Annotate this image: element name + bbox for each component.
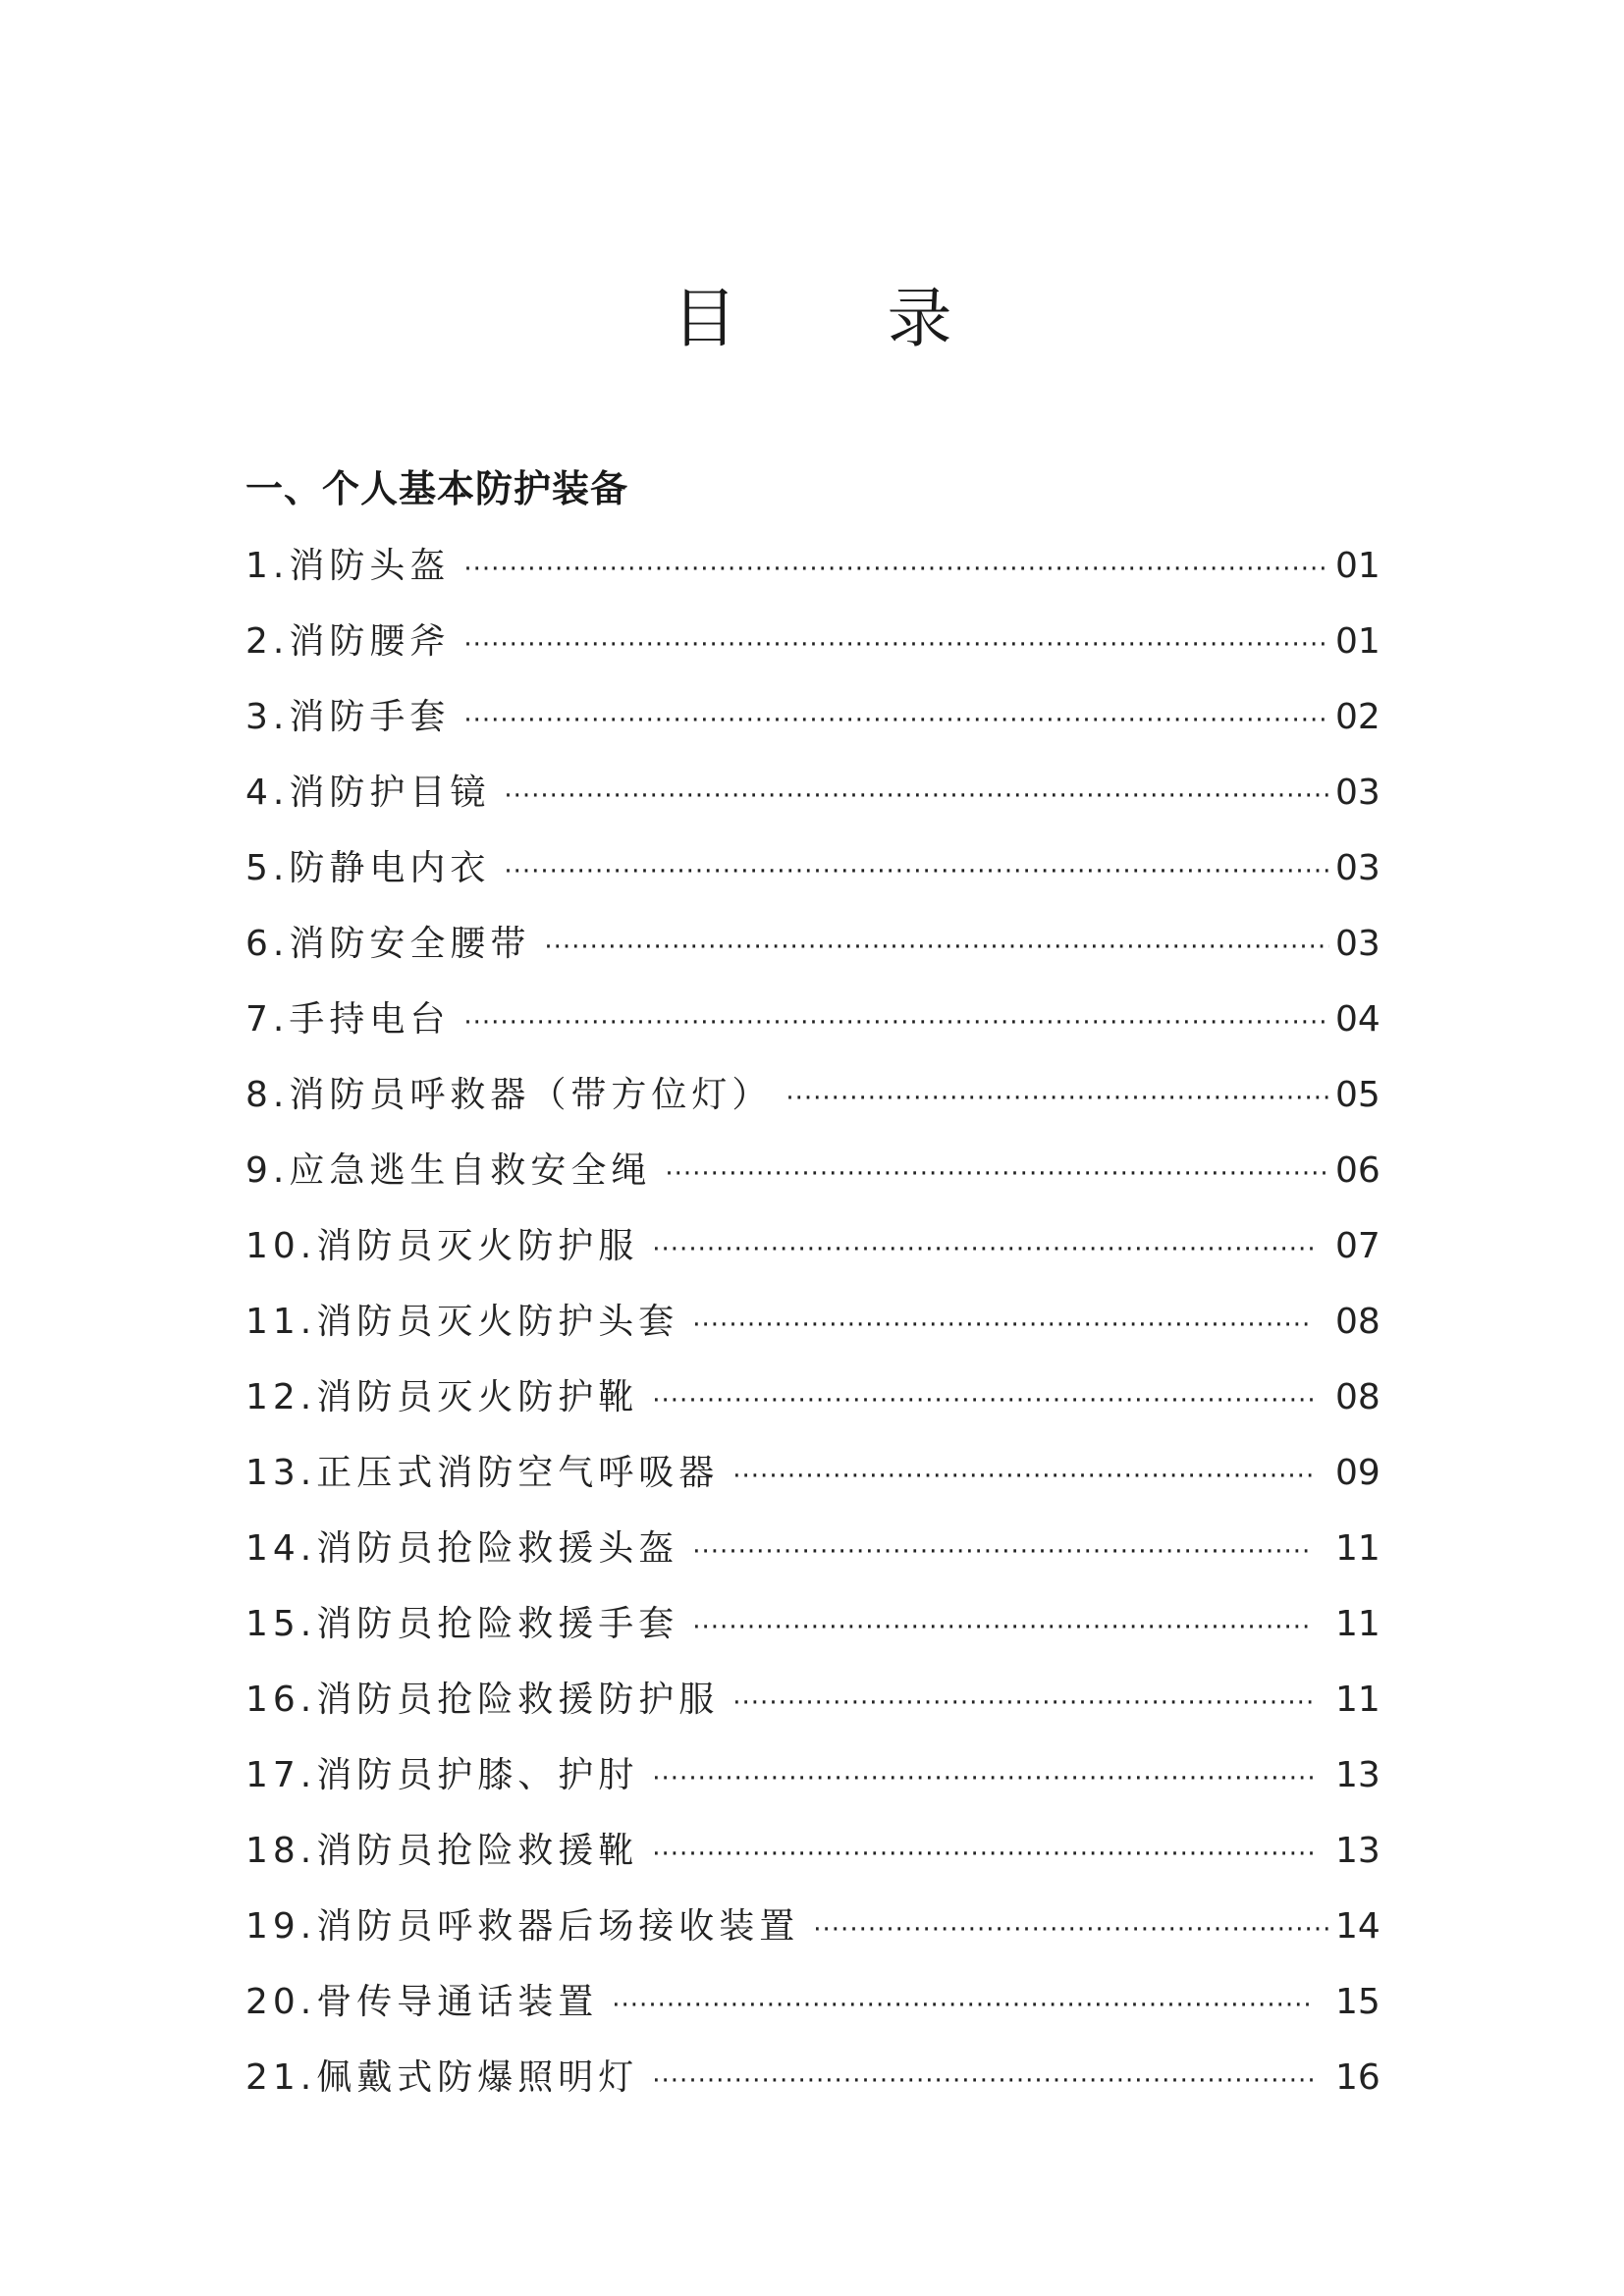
toc-entry[interactable] xyxy=(245,2054,1380,2129)
toc-entry-title: 3.消防手套 xyxy=(245,693,463,742)
toc-entry[interactable] xyxy=(245,1524,1380,1600)
dot-leader xyxy=(692,1603,1314,1652)
toc-entry-page: 06 xyxy=(1335,1150,1380,1191)
dot-leader xyxy=(463,620,1329,669)
toc-entry-title: 10.消防员灭火防护服 xyxy=(245,1222,652,1271)
dot-leader xyxy=(652,1376,1314,1425)
dot-leader xyxy=(785,1074,1329,1123)
toc-entry-title: 2.消防腰斧 xyxy=(245,617,463,667)
toc-entry-title: 20.骨传导通话装置 xyxy=(245,1978,612,2027)
dot-leader xyxy=(692,1301,1314,1350)
toc-entry-page: 01 xyxy=(1335,546,1380,586)
dot-leader xyxy=(652,1225,1314,1274)
toc-entry[interactable] xyxy=(245,1071,1380,1147)
toc-entry-title: 19.消防员呼救器后场接收装置 xyxy=(245,1902,813,1951)
dot-leader xyxy=(504,847,1329,896)
dot-leader xyxy=(732,1679,1314,1728)
toc-entry-page: 03 xyxy=(1335,848,1380,888)
dot-leader xyxy=(463,545,1329,594)
page-title: 目 录 xyxy=(672,281,1017,356)
toc-entry-page: 04 xyxy=(1335,999,1380,1040)
toc-entry-title: 5.防静电内衣 xyxy=(245,844,504,893)
toc-entry[interactable] xyxy=(245,542,1380,617)
toc-entry-title: 18.消防员抢险救援靴 xyxy=(245,1827,652,1876)
toc-entry-page: 08 xyxy=(1335,1377,1380,1417)
toc-entry-page: 16 xyxy=(1335,2057,1380,2098)
toc-entry-title: 13.正压式消防空气呼吸器 xyxy=(245,1449,732,1498)
toc-entry[interactable] xyxy=(245,1373,1380,1449)
dot-leader xyxy=(652,1754,1314,1803)
toc-entry-page: 11 xyxy=(1335,1680,1380,1720)
dot-leader xyxy=(612,1981,1314,2030)
toc-entry-title: 4.消防护目镜 xyxy=(245,769,504,818)
toc-entry[interactable] xyxy=(245,1978,1380,2054)
toc-entry-page: 05 xyxy=(1335,1075,1380,1115)
toc-entry[interactable] xyxy=(245,844,1380,920)
dot-leader xyxy=(665,1149,1329,1199)
toc-entry[interactable] xyxy=(245,920,1380,995)
dot-leader xyxy=(692,1527,1314,1576)
toc-entry-title: 14.消防员抢险救援头盔 xyxy=(245,1524,692,1574)
toc-entry[interactable] xyxy=(245,1298,1380,1373)
toc-entry-page: 13 xyxy=(1335,1755,1380,1795)
toc-entry-title: 8.消防员呼救器（带方位灯） xyxy=(245,1071,785,1120)
toc-entry[interactable] xyxy=(245,1222,1380,1298)
dot-leader xyxy=(504,772,1329,821)
dot-leader xyxy=(652,2056,1314,2106)
toc-entry[interactable] xyxy=(245,617,1380,693)
toc-entry-page: 13 xyxy=(1335,1831,1380,1871)
toc-entry-page: 09 xyxy=(1335,1453,1380,1493)
toc-entry-page: 03 xyxy=(1335,773,1380,813)
toc-entry-page: 02 xyxy=(1335,697,1380,737)
toc-entry-title: 1.消防头盔 xyxy=(245,542,463,591)
dot-leader xyxy=(544,923,1329,972)
toc-entry-title: 16.消防员抢险救援防护服 xyxy=(245,1676,732,1725)
section-heading: 一、个人基本防护装备 xyxy=(245,467,629,510)
toc-entry[interactable] xyxy=(245,769,1380,844)
toc-entry[interactable] xyxy=(245,1827,1380,1902)
toc-entry[interactable] xyxy=(245,1600,1380,1676)
toc-entry-page: 11 xyxy=(1335,1528,1380,1569)
toc-entry-title: 7.手持电台 xyxy=(245,995,463,1044)
dot-leader xyxy=(652,1830,1314,1879)
dot-leader xyxy=(813,1905,1329,1954)
toc-entry-title: 21.佩戴式防爆照明灯 xyxy=(245,2054,652,2103)
toc-entry-page: 14 xyxy=(1335,1906,1380,1947)
toc-entry-title: 11.消防员灭火防护头套 xyxy=(245,1298,692,1347)
toc-entry[interactable] xyxy=(245,1449,1380,1524)
toc-entry-title: 15.消防员抢险救援手套 xyxy=(245,1600,692,1649)
toc-entry-page: 15 xyxy=(1335,1982,1380,2022)
toc-entry[interactable] xyxy=(245,995,1380,1071)
toc-entry-page: 07 xyxy=(1335,1226,1380,1266)
toc-entry-page: 11 xyxy=(1335,1604,1380,1644)
toc-entry[interactable] xyxy=(245,1147,1380,1222)
toc-list xyxy=(245,542,1380,2129)
toc-entry-page: 08 xyxy=(1335,1302,1380,1342)
toc-entry[interactable] xyxy=(245,693,1380,769)
toc-entry[interactable] xyxy=(245,1676,1380,1751)
dot-leader xyxy=(732,1452,1314,1501)
toc-entry-page: 01 xyxy=(1335,621,1380,662)
toc-entry[interactable] xyxy=(245,1902,1380,1978)
toc-entry-title: 6.消防安全腰带 xyxy=(245,920,544,969)
toc-entry-title: 12.消防员灭火防护靴 xyxy=(245,1373,652,1422)
dot-leader xyxy=(463,696,1329,745)
toc-entry-page: 03 xyxy=(1335,924,1380,964)
toc-entry-title: 9.应急逃生自救安全绳 xyxy=(245,1147,665,1196)
dot-leader xyxy=(463,998,1329,1047)
toc-entry[interactable] xyxy=(245,1751,1380,1827)
toc-entry-title: 17.消防员护膝、护肘 xyxy=(245,1751,652,1800)
